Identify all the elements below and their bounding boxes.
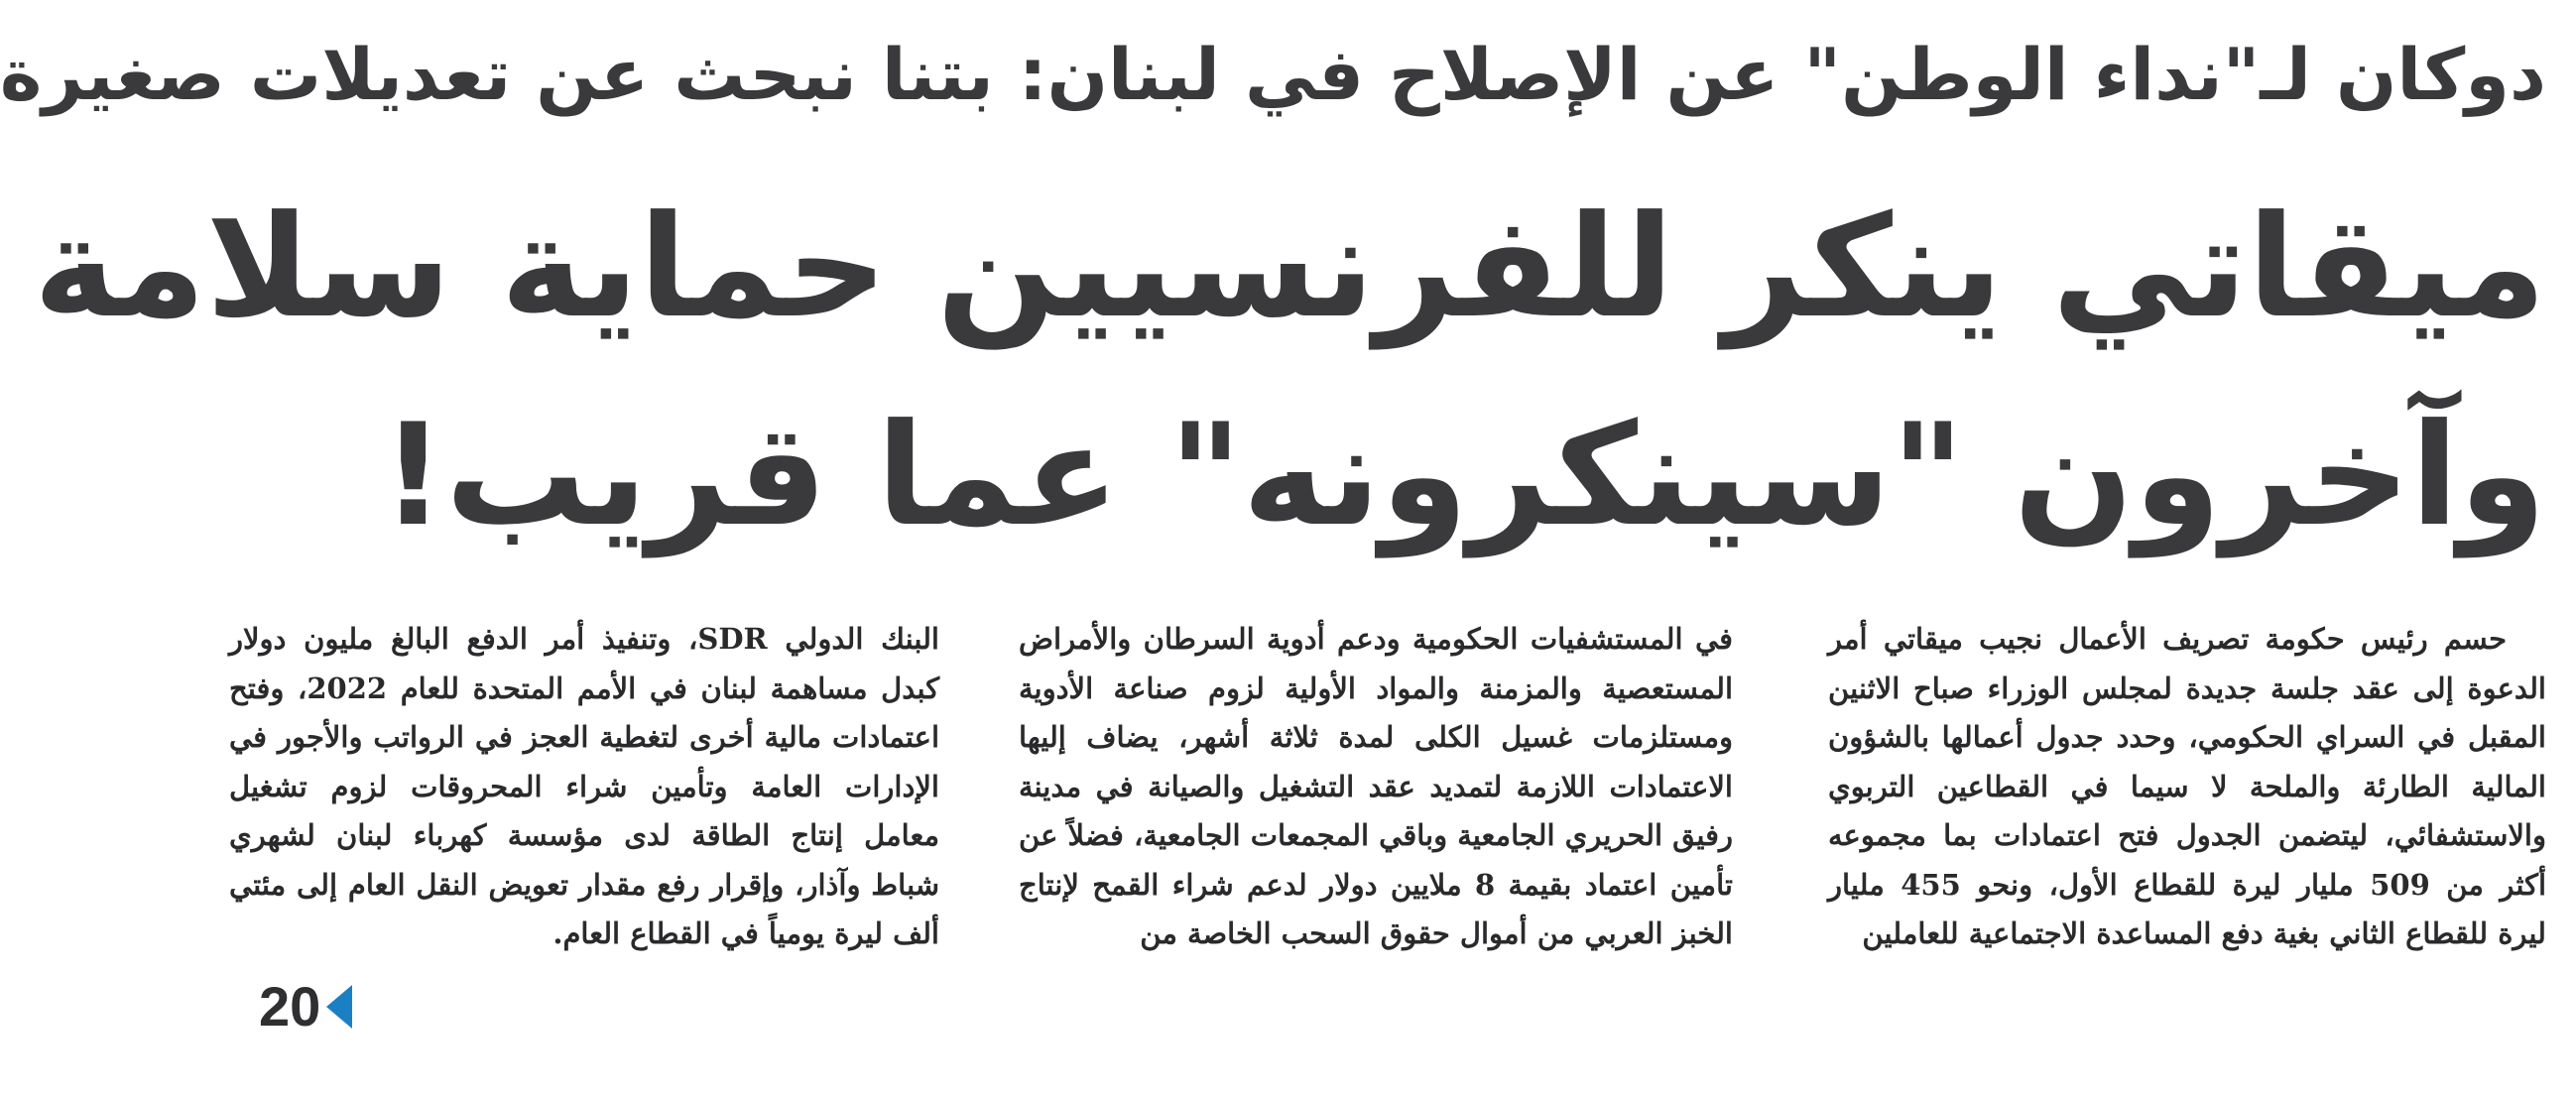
triangle-left-icon bbox=[326, 985, 352, 1029]
article-kicker: دوكان لـ"نداء الوطن" عن الإصلاح في لبنان: بتنا نبحث عن تعديلات صغيرة bbox=[0, 33, 2546, 116]
article-body bbox=[229, 615, 2547, 1081]
page-number bbox=[259, 972, 352, 1041]
body-paragraph-3: البنك الدولي SDR، وتنفيذ أمر الدفع البالغ مليون دولار كبدل مساهمة لبنان في الأمم المتحدة للعام 2022، وفتح اعتمادات مالية أخرى لتغطية العجز في الرواتب والأجور في الإدارات العامة وتأمين شراء المحروقات لزوم تشغيل معامل إنتاج الطاقة لدى مؤسسة كهرباء لبنان لشهري شباط وآذار، وإقرار رفع مقدار تعويض النقل العام إلى مئتي ألف ليرة يومياً في القطاع العام. bbox=[229, 622, 940, 950]
page-number-text: 20 bbox=[259, 975, 321, 1038]
body-column-1 bbox=[1828, 615, 2546, 1081]
headline-line-1: ميقاتي ينكر للفرنسيين حماية سلامة bbox=[33, 185, 2546, 349]
body-paragraph-2: في المستشفيات الحكومية ودعم أدوية السرطان والأمراض المستعصية والمزمنة والمواد الأولية لزوم صناعة الأدوية ومستلزمات غسيل الكلى لمدة ثلاثة أشهر، يضاف إليها الاعتمادات اللازمة لتمديد عقد التشغيل والصيانة في مدينة رفيق الحريري الجامعية وباقي المجمعات الجامعية، فضلاً عن تأمين اعتماد بقيمة 8 ملايين دولار لدعم شراء القمح لإنتاج الخبز العربي من أموال حقوق السحب الخاصة من bbox=[1019, 622, 1733, 950]
headline-line-2: وآخرون "سينكرونه" عما قريب! bbox=[381, 394, 2546, 557]
body-column-2 bbox=[1019, 615, 1733, 1081]
article-headline bbox=[33, 164, 2546, 580]
body-paragraph-1: حسم رئيس حكومة تصريف الأعمال نجيب ميقاتي أمر الدعوة إلى عقد جلسة جديدة لمجلس الوزراء صباح الاثنين المقبل في السراي الحكومي، وحدد جدول أعمالها بالشؤون المالية الطارئة والملحة لا سيما في القطاعين التربوي والاستشفائي، ليتضمن الجدول فتح اعتمادات بما مجموعه أكثر من 509 مليار ليرة للقطاع الأول، ونحو 455 مليار ليرة للقطاع الثاني بغية دفع المساعدة الاجتماعية للعاملين bbox=[1828, 622, 2547, 950]
